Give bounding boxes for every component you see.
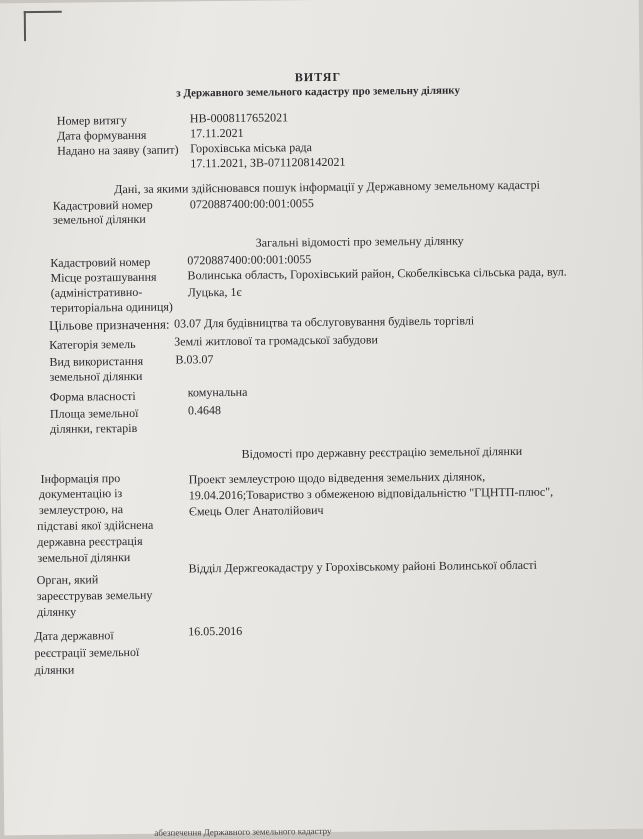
ownership-value: комунальна bbox=[187, 384, 248, 400]
location-label-2: (адміністративно- bbox=[50, 284, 143, 300]
footer-fragment: абезпечення Державного земельного кадастру bbox=[154, 825, 332, 838]
doc-label-2: документацію із bbox=[38, 486, 123, 501]
ownership-label: Форма власності bbox=[49, 388, 136, 404]
date-label-2: реєстрації земельної bbox=[34, 644, 140, 661]
corner-mark bbox=[24, 11, 62, 41]
doc-value-2: 19.04.2016;Товариство з обмеженою відповідальністю "ГЦНТП-плюс", bbox=[188, 484, 554, 503]
location-value-2: Луцька, 1є bbox=[187, 284, 242, 300]
organ-label-2: зареєстрував земельну bbox=[36, 587, 153, 603]
date-label-1: Дата державної bbox=[34, 628, 114, 644]
category-value: Землі житлової та громадської забудови bbox=[174, 332, 378, 349]
usage-value: В.03.07 bbox=[175, 352, 214, 367]
search-cadastral-value: 0720887400:00:001:0055 bbox=[189, 196, 314, 212]
area-label-1: Площа земельної bbox=[49, 405, 139, 421]
area-value: 0.4648 bbox=[187, 403, 222, 418]
request-label: Надано на заяву (запит) bbox=[57, 142, 179, 158]
extract-number-value: НВ-0008117652021 bbox=[189, 110, 289, 126]
doc-value-1: Проект землеустрою щодо відведення земельних ділянок, bbox=[188, 469, 486, 487]
location-value-1: Волинська область, Горохівський район, Скобелківська сільська рада, вул. bbox=[187, 264, 567, 283]
doc-label-5: державна реєстрація bbox=[37, 533, 143, 549]
doc-label-6: земельної ділянки bbox=[37, 550, 131, 565]
organ-value: Відділ Держгеокадастру у Горохівському районі Волинської області bbox=[188, 557, 537, 576]
general-cadastral-label: Кадастровий номер bbox=[50, 254, 151, 270]
area-label-2: ділянки, гектарів bbox=[50, 420, 138, 436]
document-subtitle: з Державного земельного кадастру про земельну ділянку bbox=[176, 84, 461, 100]
search-section-heading: Дані, за якими здійснювався пошук інформації у Державному земельному кадастрі bbox=[114, 177, 541, 197]
doc-label-1: Інформація про bbox=[40, 471, 121, 486]
search-cadastral-label-1: Кадастровий номер bbox=[52, 197, 153, 213]
doc-label-3: землеустрою, на bbox=[38, 502, 124, 517]
registration-section-heading: Відомості про державну реєстрацію земельної ділянки bbox=[241, 443, 523, 461]
location-label-3: територіальна одиниця) bbox=[50, 299, 173, 315]
general-section-heading: Загальні відомості про земельну ділянку bbox=[255, 233, 464, 250]
formation-date-value: 17.11.2021 bbox=[189, 125, 244, 141]
category-label: Категорія земель bbox=[49, 336, 136, 352]
request-value-1: Горохівська міська рада bbox=[190, 140, 313, 156]
date-label-3: ділянки bbox=[34, 662, 75, 678]
purpose-label: Цільове призначення: bbox=[48, 316, 170, 333]
location-label-1: Місце розташування bbox=[50, 269, 157, 285]
extract-number-label: Номер витягу bbox=[56, 113, 127, 128]
purpose-value: 03.07 Для будівництва та обслуговування будівель торгівлі bbox=[173, 313, 475, 331]
usage-label-1: Вид використання bbox=[49, 353, 144, 369]
organ-label-1: Орган, який bbox=[36, 572, 99, 587]
organ-label-3: ділянку bbox=[36, 604, 77, 619]
doc-label-4: підставі якої здійснена bbox=[37, 517, 154, 533]
doc-value-3: Ємець Олег Анатолійович bbox=[188, 502, 324, 519]
request-value-2: 17.11.2021, ЗВ-0711208142021 bbox=[190, 154, 346, 171]
usage-label-2: земельної ділянки bbox=[49, 368, 143, 384]
general-cadastral-value: 0720887400:00:001:0055 bbox=[187, 252, 312, 268]
date-value: 16.05.2016 bbox=[188, 623, 243, 639]
document-title: ВИТЯГ bbox=[294, 69, 342, 85]
search-cadastral-label-2: земельної ділянки bbox=[52, 211, 146, 227]
formation-date-label: Дата формування bbox=[56, 127, 147, 143]
